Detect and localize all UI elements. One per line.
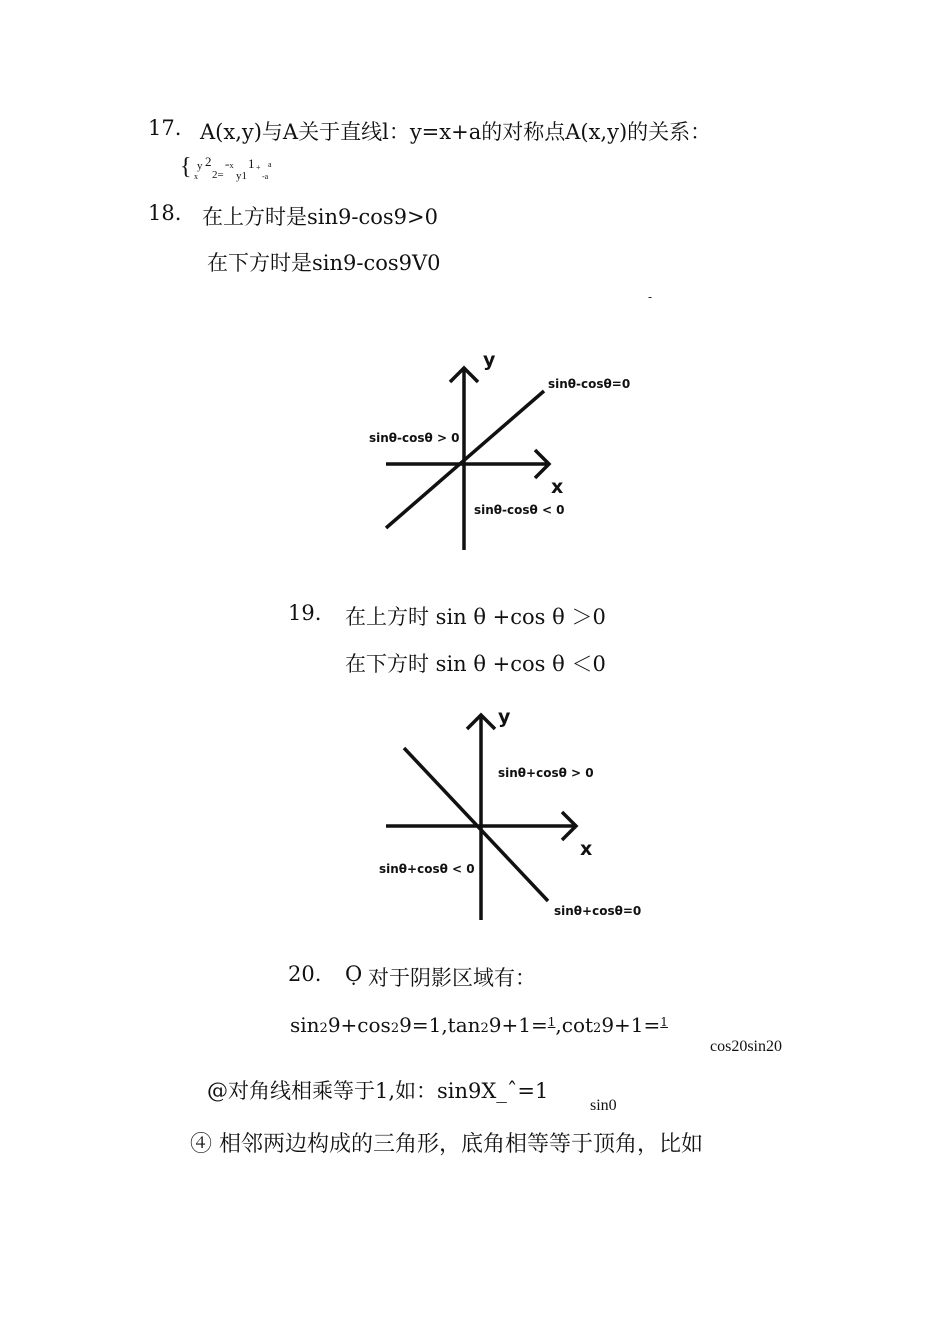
identity-part: 9+cos	[327, 1013, 391, 1037]
formula-x-bot: x	[194, 172, 198, 181]
y-label: y	[483, 349, 496, 371]
item-20-heading: 对于阴影区域有：	[368, 966, 536, 990]
circle-mark: Ọ	[345, 962, 363, 986]
line-label: sinθ+cosθ=0	[554, 904, 642, 918]
item-20-number: 20.	[288, 962, 322, 986]
y-label: y	[498, 706, 511, 728]
stray-mark: -	[648, 290, 653, 304]
formula-two-eq: 2=	[212, 169, 224, 181]
formula-plus: +	[256, 163, 261, 172]
identity-part: 9+1=	[601, 1013, 661, 1037]
superscript-two: 2	[593, 1021, 602, 1036]
above-label: sinθ+cosθ > 0	[498, 766, 594, 780]
diagram-sin-minus-cos	[360, 344, 650, 554]
item-18-line-2: 在下方时是sin9-cos9V0	[207, 251, 441, 275]
item-17-text: A(x,y)与A关于直线l：y=x+a的对称点A(x,y)的关系：	[200, 120, 712, 144]
diagram-sin-plus-cos	[370, 702, 650, 924]
item-18-number: 18.	[148, 201, 182, 225]
item-18-line-1: 在上方时是sin9-cos9>0	[202, 205, 438, 229]
formula-y-top: y	[197, 160, 203, 172]
x-label: x	[551, 476, 564, 498]
denominators: cos20sin20	[710, 1038, 782, 1055]
identity-part: ,cot	[555, 1013, 594, 1037]
formula-a-top: a	[268, 160, 272, 169]
item-20-line-2: @对角线相乘等于1,如：sin9X_ˆ=1	[207, 1079, 549, 1103]
formula-eq-x: =x	[225, 161, 234, 170]
item-19-line-1: 在上方时 sin θ +cos θ ＞0	[345, 605, 606, 629]
item-20-line-2-sub: sin0	[590, 1097, 617, 1114]
formula-two-top: 2	[205, 154, 212, 169]
item-17-number: 17.	[148, 116, 182, 140]
identity-line	[290, 1013, 668, 1037]
identity-part: 9+1=	[488, 1013, 548, 1037]
identity-part: sin	[290, 1013, 320, 1037]
fraction-numerator: 1	[547, 1015, 556, 1029]
fraction-numerator: 1	[660, 1015, 668, 1029]
formula-y1: y1	[236, 170, 247, 182]
below-label: sinθ-cosθ < 0	[474, 503, 565, 517]
formula-brace: {	[180, 154, 192, 180]
item-19-number: 19.	[288, 601, 322, 625]
line-label: sinθ-cosθ=0	[548, 377, 631, 391]
formula-one: 1	[248, 156, 255, 171]
superscript-two: 2	[390, 1021, 400, 1036]
superscript-two: 2	[480, 1021, 489, 1036]
formula-neg-a: -a	[262, 172, 269, 181]
below-label: sinθ+cosθ < 0	[379, 862, 475, 876]
item-19-line-2: 在下方时 sin θ +cos θ ＜0	[345, 652, 606, 676]
item-20-line-3: ④ 相邻两边构成的三角形，底角相等等于顶角，比如	[190, 1132, 703, 1157]
superscript-two: 2	[319, 1021, 328, 1036]
above-label: sinθ-cosθ > 0	[369, 431, 460, 445]
identity-part: 9=1,tan	[399, 1013, 481, 1037]
x-label: x	[580, 838, 593, 860]
